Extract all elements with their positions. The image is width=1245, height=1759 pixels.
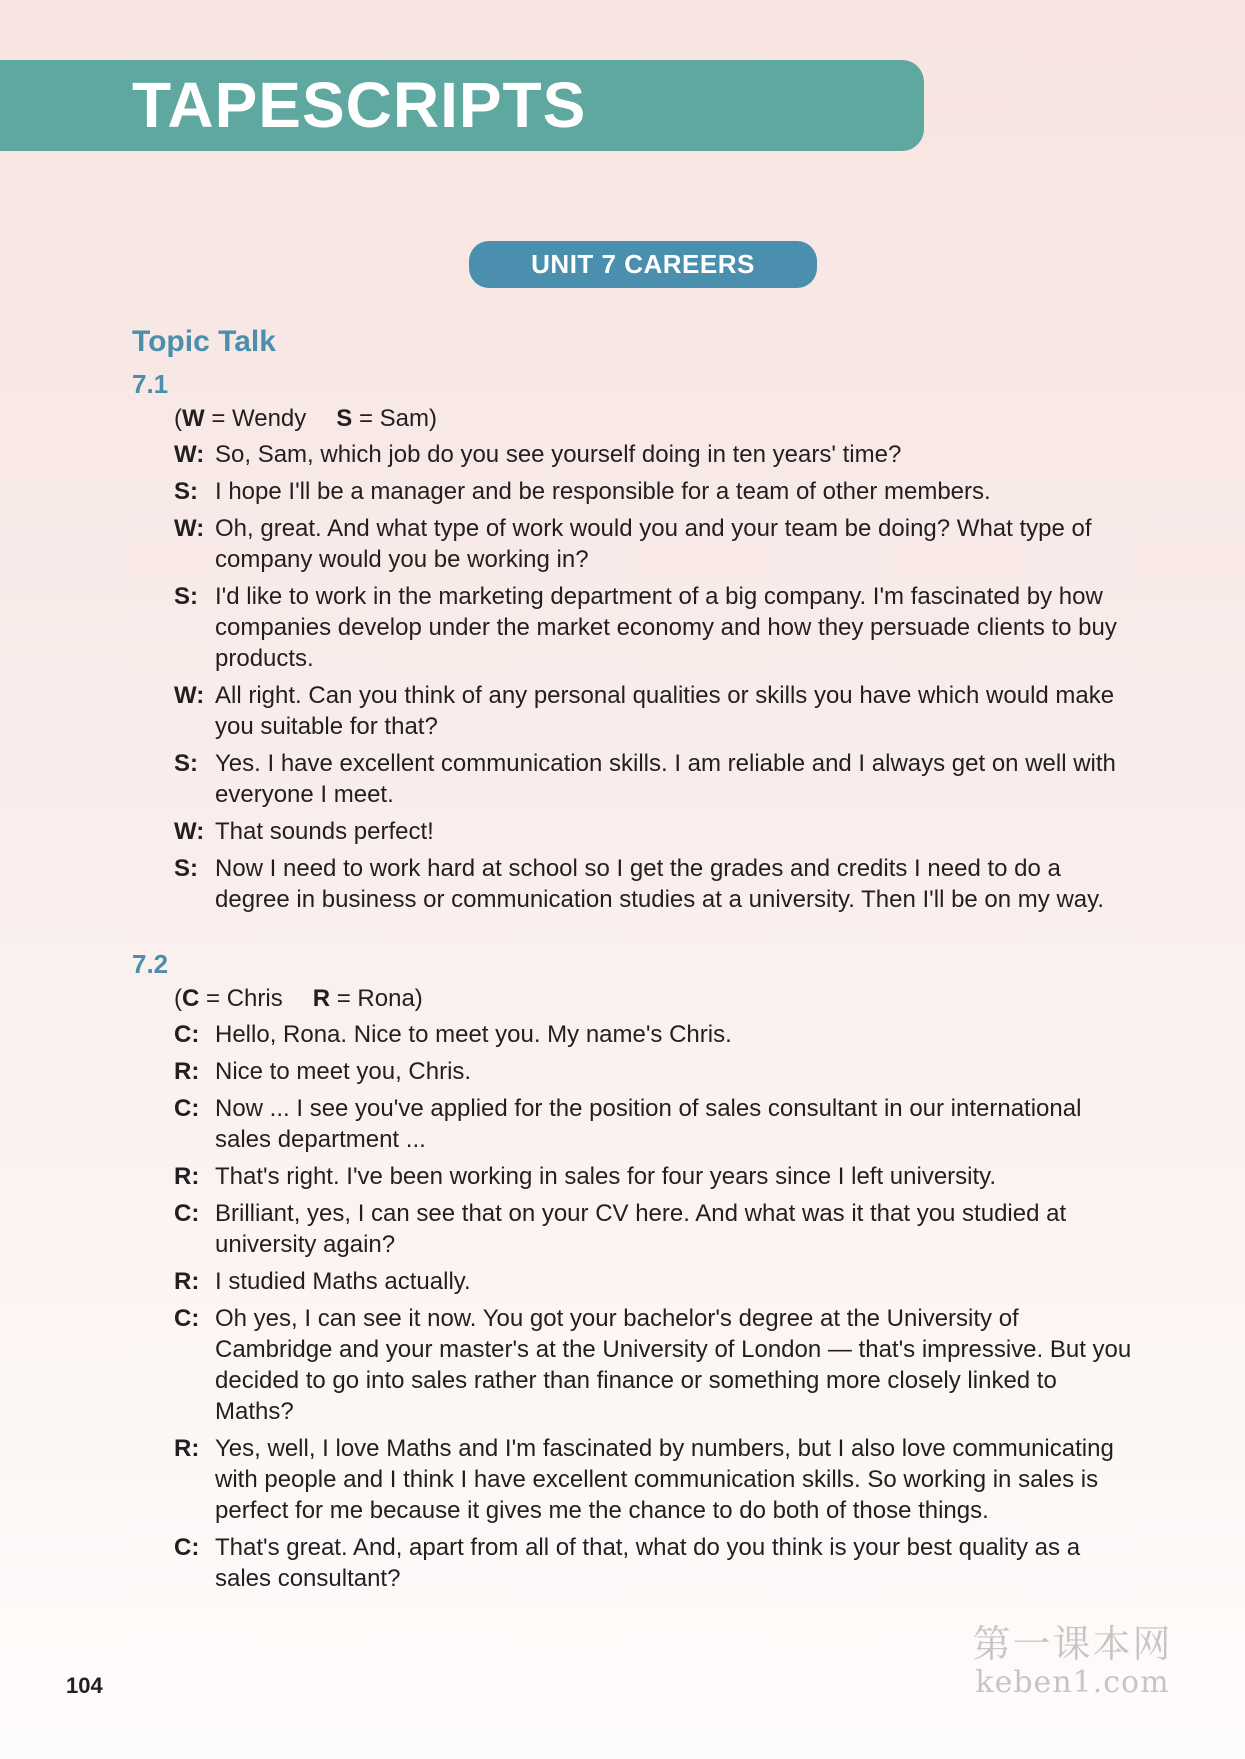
dialogue-line bbox=[174, 748, 1132, 810]
dialogue-line bbox=[174, 1019, 1132, 1050]
dialogue-text: I hope I'll be a manager and be responsible for a team of other members. bbox=[215, 478, 991, 505]
track-section bbox=[132, 367, 1132, 915]
section-title: Topic Talk bbox=[132, 325, 276, 358]
dialogue-line bbox=[174, 1266, 1132, 1297]
dialogue-line bbox=[174, 816, 1132, 847]
dialogue-line bbox=[174, 581, 1132, 674]
speaker-label: W: bbox=[174, 441, 205, 468]
unit-label: UNIT 7 CAREERS bbox=[469, 241, 817, 288]
speaker-label: R: bbox=[174, 1435, 200, 1462]
watermark-url: keben1.com bbox=[975, 1665, 1170, 1700]
dialogue-line bbox=[174, 1532, 1132, 1594]
dialogue-text: That sounds perfect! bbox=[215, 818, 434, 845]
speaker-label: S: bbox=[174, 583, 198, 610]
dialogue-text: I studied Maths actually. bbox=[215, 1268, 471, 1295]
dialogue-text: So, Sam, which job do you see yourself doing in ten years' time? bbox=[215, 441, 902, 468]
dialogue-line bbox=[174, 513, 1132, 575]
dialogue-text: Oh, great. And what type of work would you and your team be doing? What type of company would you be working in? bbox=[215, 515, 1092, 573]
speaker-label: R: bbox=[174, 1268, 200, 1295]
speaker-label: C: bbox=[174, 1095, 200, 1122]
speaker-label: W: bbox=[174, 818, 205, 845]
dialogue-text: All right. Can you think of any personal qualities or skills you have which would make you suitable for that? bbox=[215, 682, 1115, 740]
speaker-label: R: bbox=[174, 1163, 200, 1190]
dialogue-line bbox=[174, 439, 1132, 470]
speaker-label: C: bbox=[174, 1534, 200, 1561]
dialogue-line bbox=[174, 1198, 1132, 1260]
cast-abbr: R bbox=[312, 985, 331, 1012]
cast-abbr: C bbox=[182, 985, 200, 1012]
dialogue-text: That's great. And, apart from all of that, what do you think is your best quality as a sales consultant? bbox=[215, 1534, 1081, 1592]
page-title: TAPESCRIPTS bbox=[132, 69, 587, 141]
speaker-label: C: bbox=[174, 1021, 200, 1048]
speaker-label: R: bbox=[174, 1058, 200, 1085]
dialogue-text: Nice to meet you, Chris. bbox=[215, 1058, 472, 1085]
cast-abbr: S bbox=[336, 405, 353, 432]
cast-list: (C = Chris R = Rona) bbox=[174, 985, 423, 1012]
dialogue-text: Brilliant, yes, I can see that on your CV here. And what was it that you studied at university again? bbox=[215, 1200, 1067, 1258]
dialogue-line bbox=[174, 1161, 1132, 1192]
dialogue-line bbox=[174, 1433, 1132, 1526]
cast-name: Wendy bbox=[232, 405, 307, 432]
dialogue-line bbox=[174, 1056, 1132, 1087]
cast-abbr: W bbox=[182, 405, 205, 432]
track-number: 7.2 bbox=[132, 949, 169, 979]
dialogue-text: Now I need to work hard at school so I get the grades and credits I need to do a degree in business or communication studies at a university. Then I'll be on my way. bbox=[215, 855, 1105, 913]
tapescript-content bbox=[132, 367, 1132, 1600]
speaker-label: S: bbox=[174, 750, 198, 777]
page-number: 104 bbox=[66, 1673, 103, 1698]
cast-list: (W = Wendy S = Sam) bbox=[174, 405, 438, 432]
speaker-label: C: bbox=[174, 1305, 200, 1332]
speaker-label: W: bbox=[174, 515, 205, 542]
watermark-text: 第一课本网 bbox=[972, 1622, 1173, 1666]
cast-name: Chris bbox=[226, 985, 283, 1012]
cast-name: Rona bbox=[357, 985, 415, 1012]
speaker-label: S: bbox=[174, 855, 198, 882]
dialogue-text: Now ... I see you've applied for the position of sales consultant in our international sales department ... bbox=[215, 1095, 1082, 1153]
cast-name: Sam bbox=[379, 405, 430, 432]
dialogue-text: Oh yes, I can see it now. You got your bachelor's degree at the University of Cambridge and your master's at the University of London — that's impressive. But you decided to go into sales rather than finance or something more closely linked to Maths? bbox=[215, 1305, 1132, 1425]
speaker-label: W: bbox=[174, 682, 205, 709]
speaker-label: S: bbox=[174, 478, 198, 505]
track-number: 7.1 bbox=[132, 369, 169, 399]
dialogue-text: Yes, well, I love Maths and I'm fascinated by numbers, but I also love communicating with people and I think I have excellent communication skills. So working in sales is perfect for me because it gives me the chance to do both of those things. bbox=[215, 1435, 1114, 1524]
dialogue-line bbox=[174, 853, 1132, 915]
speaker-label: C: bbox=[174, 1200, 200, 1227]
dialogue-text: Yes. I have excellent communication skills. I am reliable and I always get on well with everyone I meet. bbox=[215, 750, 1116, 808]
track-section bbox=[132, 947, 1132, 1594]
dialogue-line bbox=[174, 680, 1132, 742]
dialogue-line bbox=[174, 1093, 1132, 1155]
watermark bbox=[970, 1622, 1175, 1700]
dialogue-text: I'd like to work in the marketing department of a big company. I'm fascinated by how companies develop under the market economy and how they persuade clients to buy products. bbox=[215, 583, 1117, 672]
dialogue-line bbox=[174, 1303, 1132, 1427]
dialogue-text: That's right. I've been working in sales for four years since I left university. bbox=[215, 1163, 997, 1190]
dialogue-line bbox=[174, 476, 1132, 507]
dialogue-text: Hello, Rona. Nice to meet you. My name's Chris. bbox=[215, 1021, 732, 1048]
